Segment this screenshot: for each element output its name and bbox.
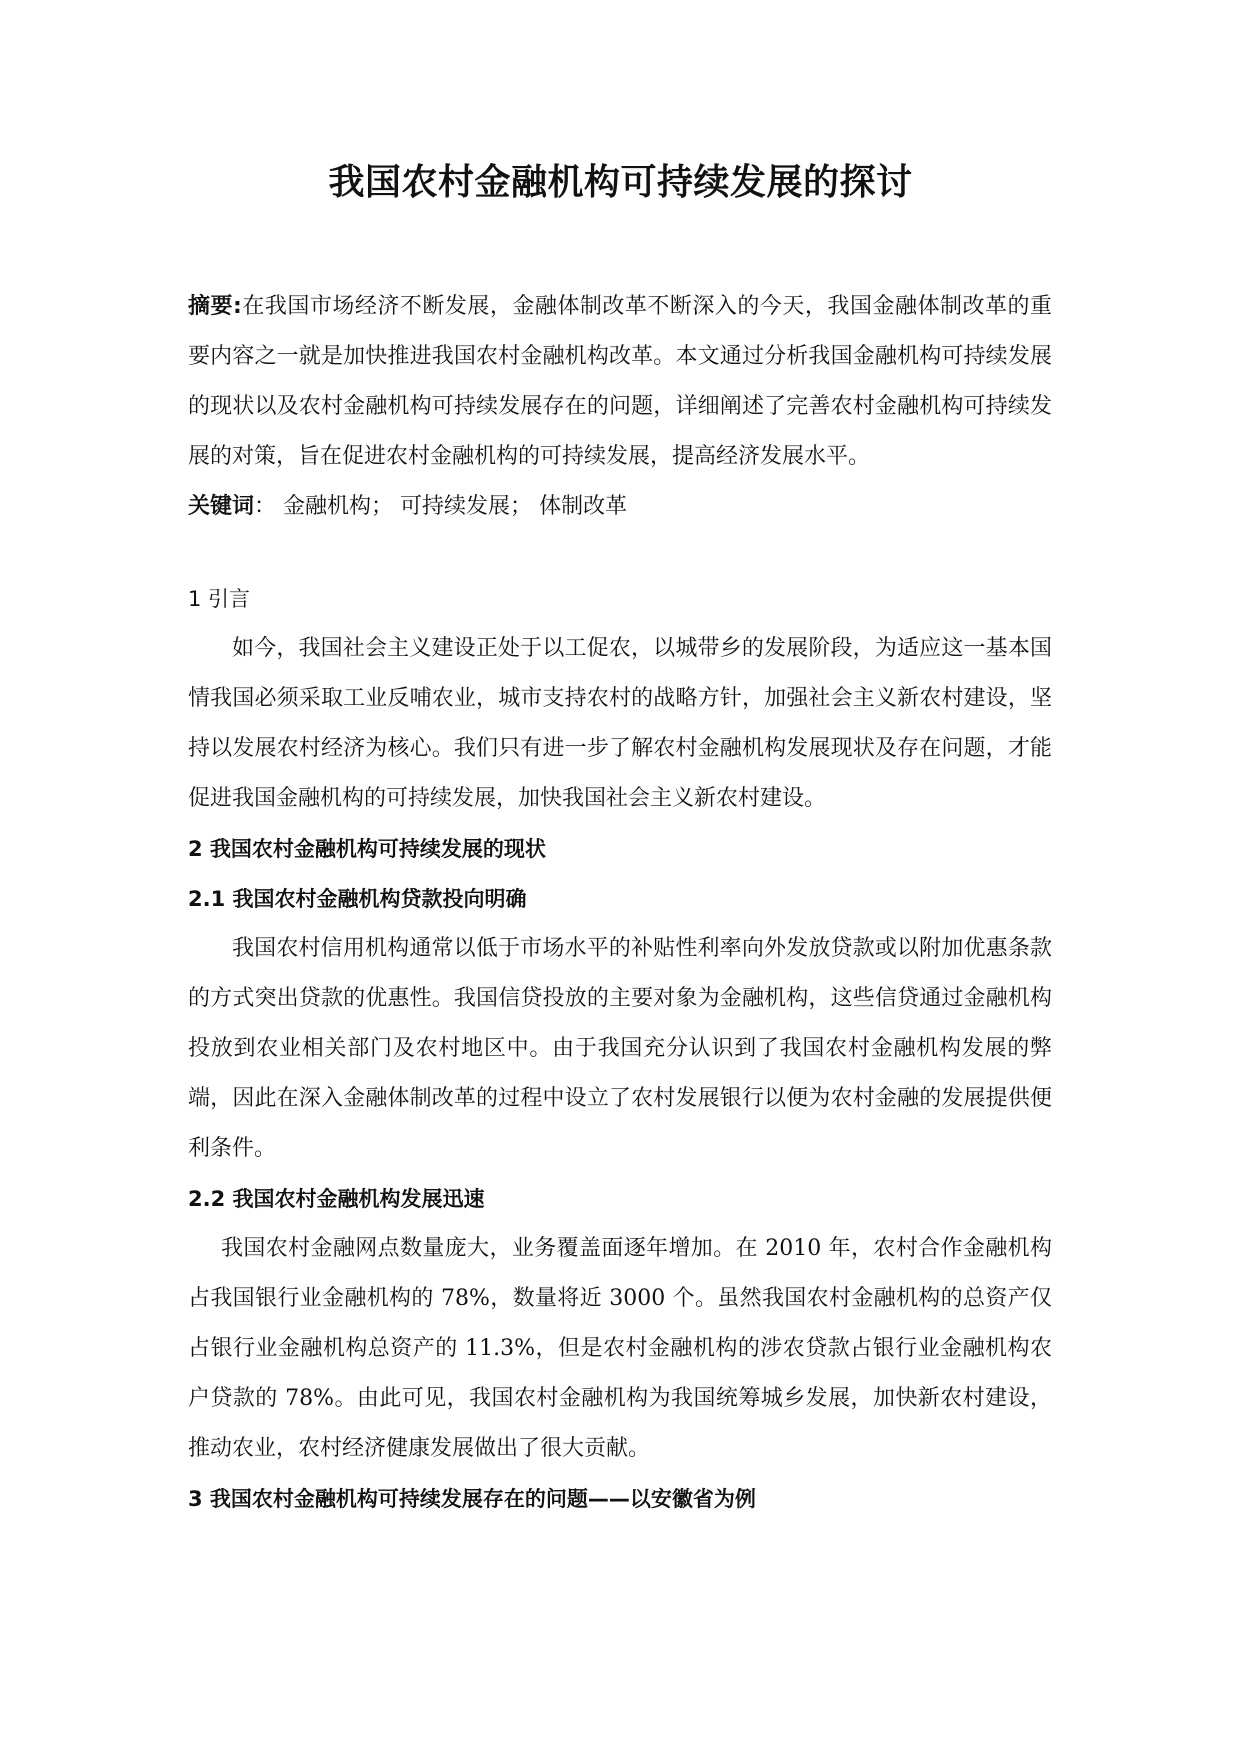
abstract-text: 在我国市场经济不断发展，金融体制改革不断深入的今天，我国金融体制改革的重要内容之一就是加快推进我国农村金融机构改革。本文通过分析我国金融机构可持续发展的现状以及农村金融机构可持续发展存在的问题，详细阐述了完善农村金融机构可持续发展的对策，旨在促进农村金融机构的可持续发展，提高经济发展水平。 <box>188 294 1052 469</box>
abstract-paragraph <box>188 282 1052 482</box>
section-heading-1: 1 引言 <box>188 587 251 611</box>
keywords-label: 关键词 <box>188 494 255 519</box>
abstract-label: 摘要: <box>188 294 242 319</box>
keywords-colon: ： <box>254 494 277 519</box>
section-heading-3: 3 我国农村金融机构可持续发展存在的问题——以安徽省为例 <box>188 1487 756 1511</box>
document-body <box>188 282 1052 1524</box>
section-heading-2: 2 我国农村金融机构可持续发展的现状 <box>188 837 546 861</box>
section-2-2-paragraph: 我国农村金融网点数量庞大，业务覆盖面逐年增加。在 2010 年，农村合作金融机构占我国银行业金融机构的 78%，数量将近 3000 个。虽然我国农村金融机构的总资产仅占银行业金融机构总资产的 11.3%，但是农村金融机构的涉农贷款占银行业金融机构农户贷款的 78%。由此可见，我国农村金融机构为我国统筹城乡发展，加快新农村建设，推动农业，农村经济健康发展做出了很大贡献。 <box>188 1236 1052 1461</box>
section-heading-2-1: 2.1 我国农村金融机构贷款投向明确 <box>188 887 527 911</box>
section-heading-2-2: 2.2 我国农村金融机构发展迅速 <box>188 1187 485 1211</box>
section-1-paragraph: 如今，我国社会主义建设正处于以工促农，以城带乡的发展阶段，为适应这一基本国情我国必须采取工业反哺农业，城市支持农村的战略方针，加强社会主义新农村建设，坚持以发展农村经济为核心。我们只有进一步了解农村金融机构发展现状及存在问题，才能促进我国金融机构的可持续发展，加快我国社会主义新农村建设。 <box>188 636 1052 811</box>
keyword-item: 金融机构； <box>283 494 394 519</box>
section-2-1-paragraph: 我国农村信用机构通常以低于市场水平的补贴性利率向外发放贷款或以附加优惠条款的方式突出贷款的优惠性。我国信贷投放的主要对象为金融机构，这些信贷通过金融机构投放到农业相关部门及农村地区中。由于我国充分认识到了我国农村金融机构发展的弊端，因此在深入金融体制改革的过程中设立了农村发展银行以便为农村金融的发展提供便利条件。 <box>188 936 1052 1161</box>
document-title: 我国农村金融机构可持续发展的探讨 <box>328 162 913 203</box>
section-spacer <box>188 532 1052 574</box>
keyword-item: 可持续发展； <box>400 494 533 519</box>
keywords-line <box>188 482 1052 532</box>
keyword-item: 体制改革 <box>539 494 628 519</box>
